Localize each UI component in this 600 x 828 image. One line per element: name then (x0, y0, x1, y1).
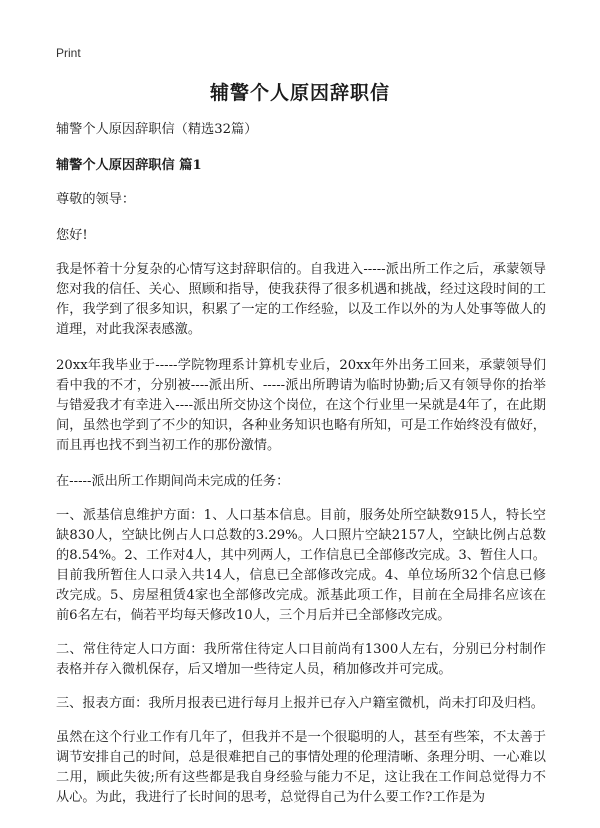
paragraph-task-3: 三、报表方面：我所月报表已进行每月上报并已存入户籍室微机，尚未打印及归档。 (56, 696, 544, 711)
salutation: 尊敬的领导： (56, 192, 136, 207)
document-body (56, 120, 546, 824)
document-subtitle: 辅警个人原因辞职信（精选32篇） (56, 122, 258, 137)
paragraph-task-2: 二、常住待定人口方面：我所常住待定人口目前尚有1300人左右，分别已分村制作表格并存入微机保存，后又增加一些待定人员，稍加修改并可完成。 (56, 642, 546, 677)
paragraph-reflection: 虽然在这个行业工作有几年了，但我并不是一个很聪明的人，甚至有些笨，不太善于调节安排自己的时间，总是很难把自己的事情处理的伦理清晰、条理分明、一心难以二用，顾此失彼;所有这些都是我自身经验与能力不足，这让我在工作间总觉得力不从心。为此，我进行了长时间的思考，总觉得自己为什么要工作?工作是为 (56, 730, 546, 805)
section-heading: 辅警个人原因辞职信 篇1 (56, 158, 202, 173)
paragraph-intro: 我是怀着十分复杂的心情写这封辞职信的。自我进入-----派出所工作之后，承蒙领导您对我的信任、关心、照顾和指导，使我获得了很多机遇和挑战，经过这段时间的工作，我学到了很多知识，积累了一定的工作经验，以及工作以外的为人处事等做人的道理，对此我深表感激。 (56, 262, 546, 337)
paragraph-background: 20xx年我毕业于-----学院物理系计算机专业后，20xx年外出务工回来，承蒙领导们看中我的不才，分别被----派出所、-----派出所聘请为临时协勤;后又有领导你的抬举与错爱我才有幸进入----派出所交协这个岗位，在这个行业里一呆就是4年了，在此期间，虽然也学到了不少的知识，各种业务知识也略有所知，可是工作始终没有做好，而且再也找不到当初工作的那份激情。 (56, 358, 546, 453)
document-title: 辅警个人原因辞职信 (209, 82, 390, 104)
greeting: 您好! (56, 228, 88, 243)
print-link[interactable]: Print (56, 46, 81, 60)
paragraph-task-1: 一、派基信息维护方面：1、人口基本信息。目前，服务处所空缺数915人，特长空缺830人，空缺比例占人口总数的3.29%。人口照片空缺2157人，空缺比例占总数的8.54%。2、工作对4人，其中列两人，工作信息已全部修改完成。3、暂住人口。目前我所暂住人口录入共14人，信息已全部修改完成。4、单位场所32个信息已修改完成。5、房屋租赁4家也全部修改完成。派基此项工作，目前在全局排名应该在前6名左右，倘若平均每天修改10人，三个月后并已全部修改完成。 (56, 508, 546, 623)
paragraph-tasks-heading: 在-----派出所工作期间尚未完成的任务： (56, 474, 290, 489)
